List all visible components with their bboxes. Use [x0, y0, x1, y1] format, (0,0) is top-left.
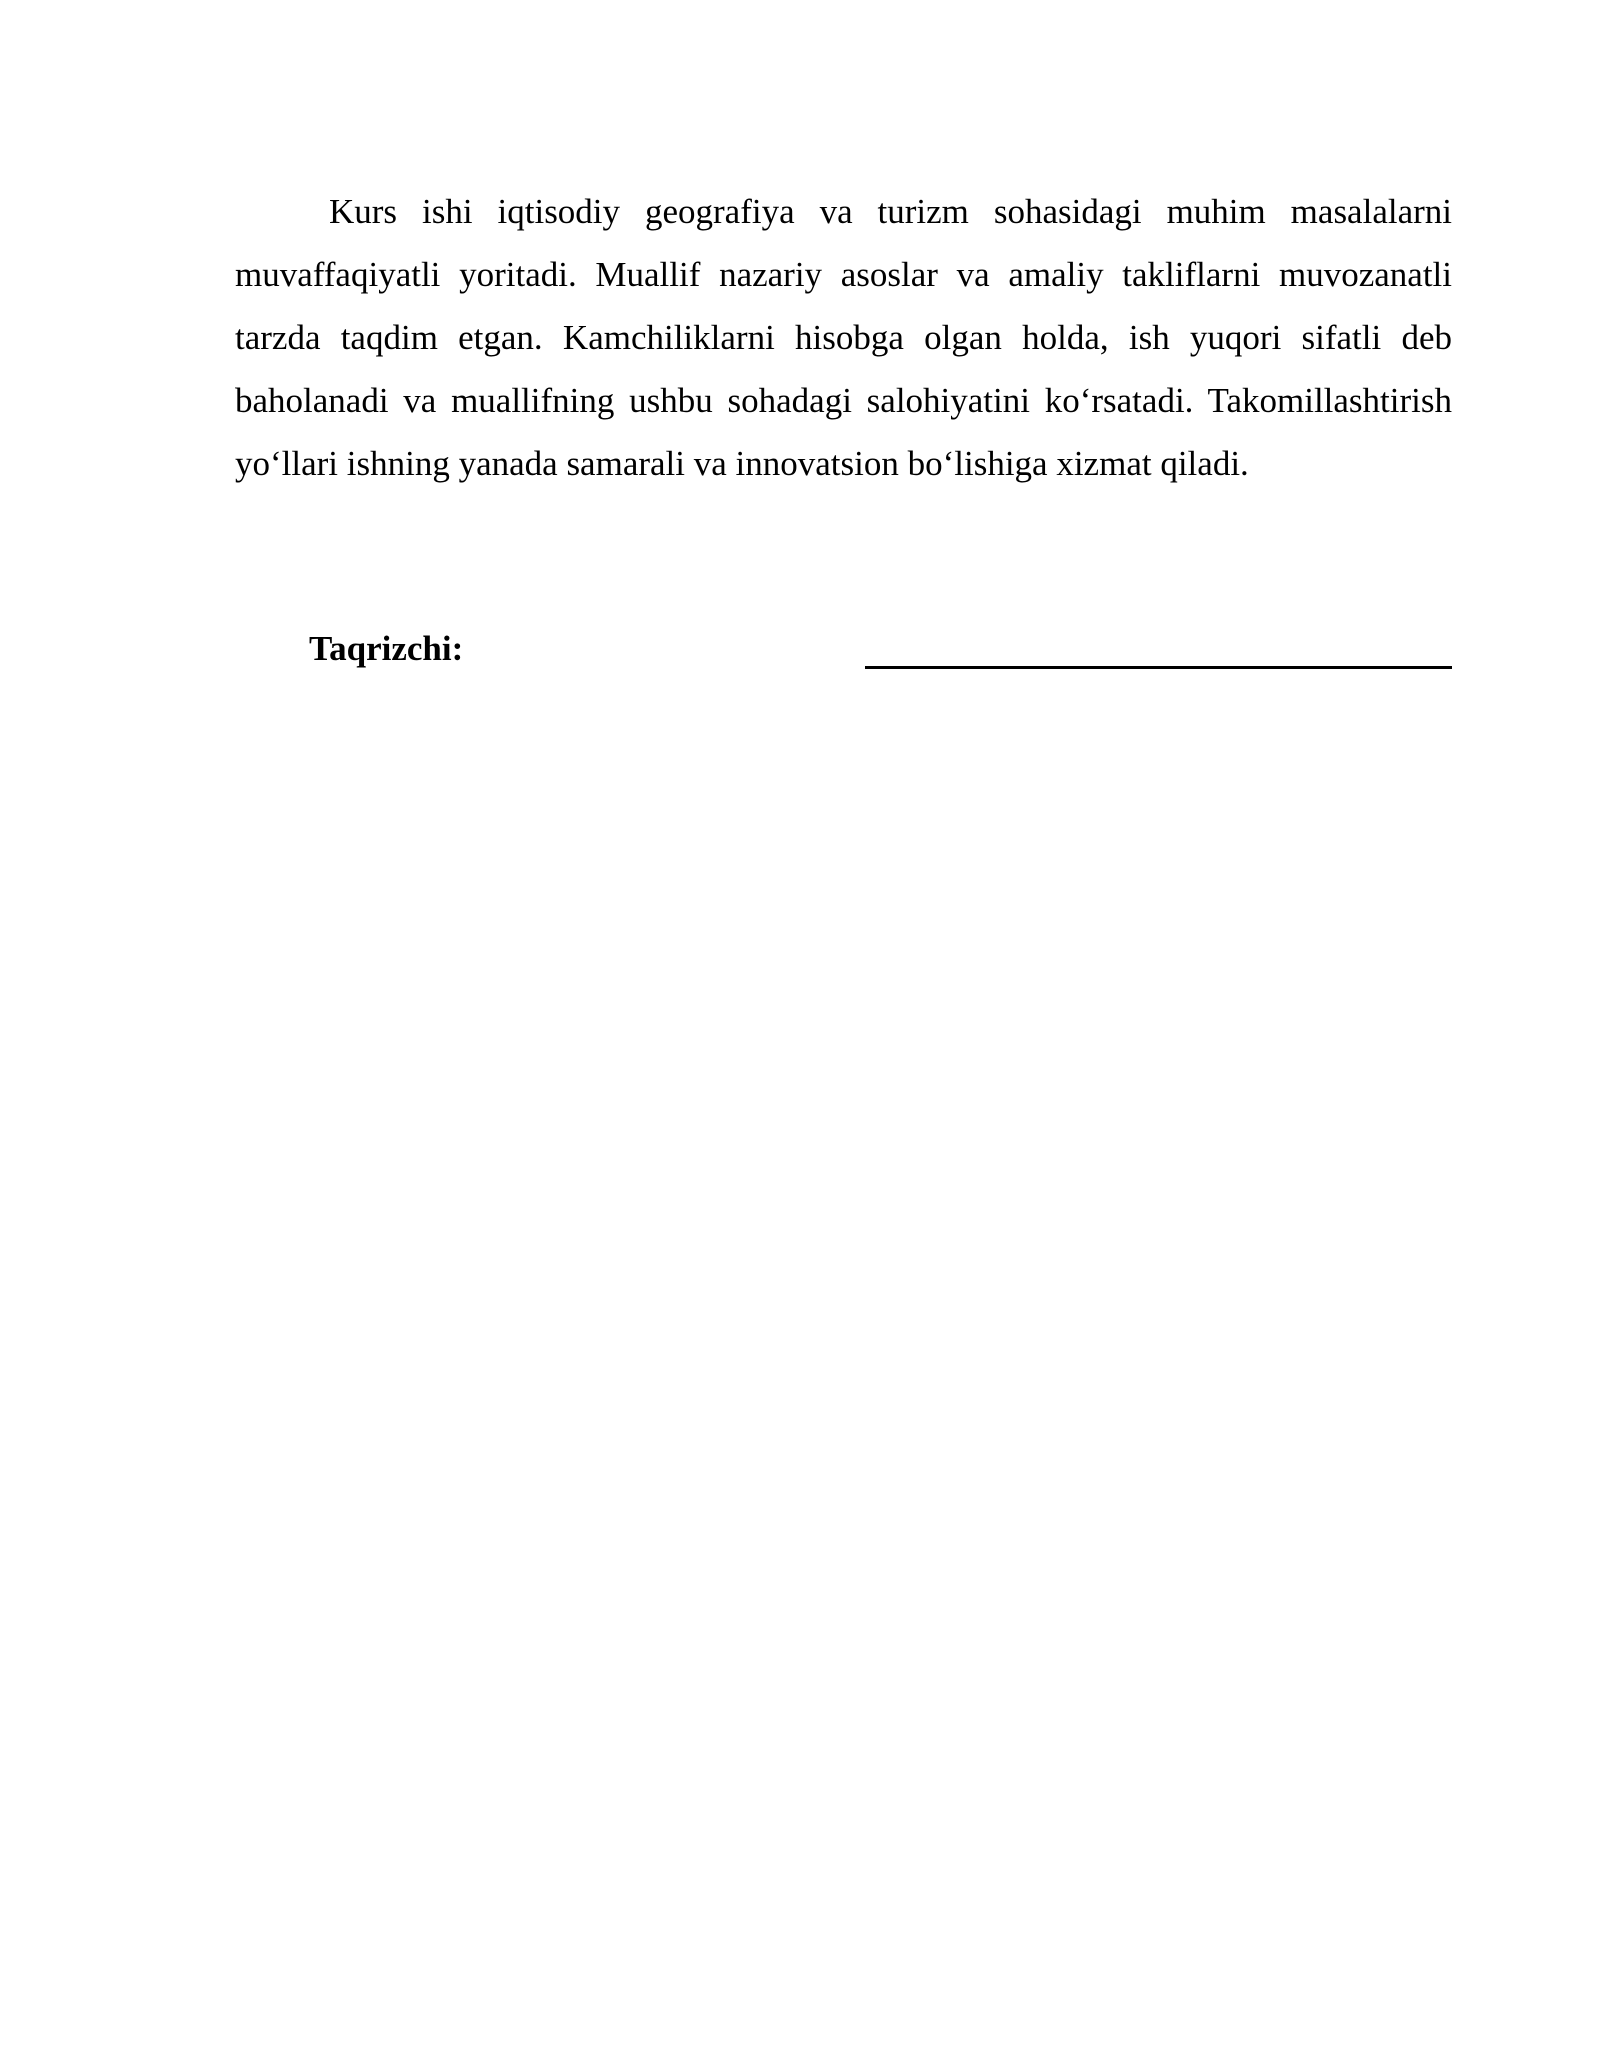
signature-block: [309, 624, 1452, 674]
reviewer-label: Taqrizchi:: [309, 629, 464, 668]
signature-line: [865, 666, 1452, 669]
review-paragraph: Kurs ishi iqtisodiy geografiya va turizm sohasidagi muhim masalalarni muvaffaqiyatli yoritadi. Muallif nazariy asoslar va amaliy takliflarni muvozanatli tarzda taqdim etgan. Kamchiliklarni hisobga olgan holda, ish yuqori sifatli deb baholanadi va muallifning ushbu sohadagi salohiyatini koʻrsatadi. Takomillashtirish yoʻllari ishning yanada samarali va innovatsion boʻlishiga xizmat qiladi.: [235, 192, 1452, 483]
